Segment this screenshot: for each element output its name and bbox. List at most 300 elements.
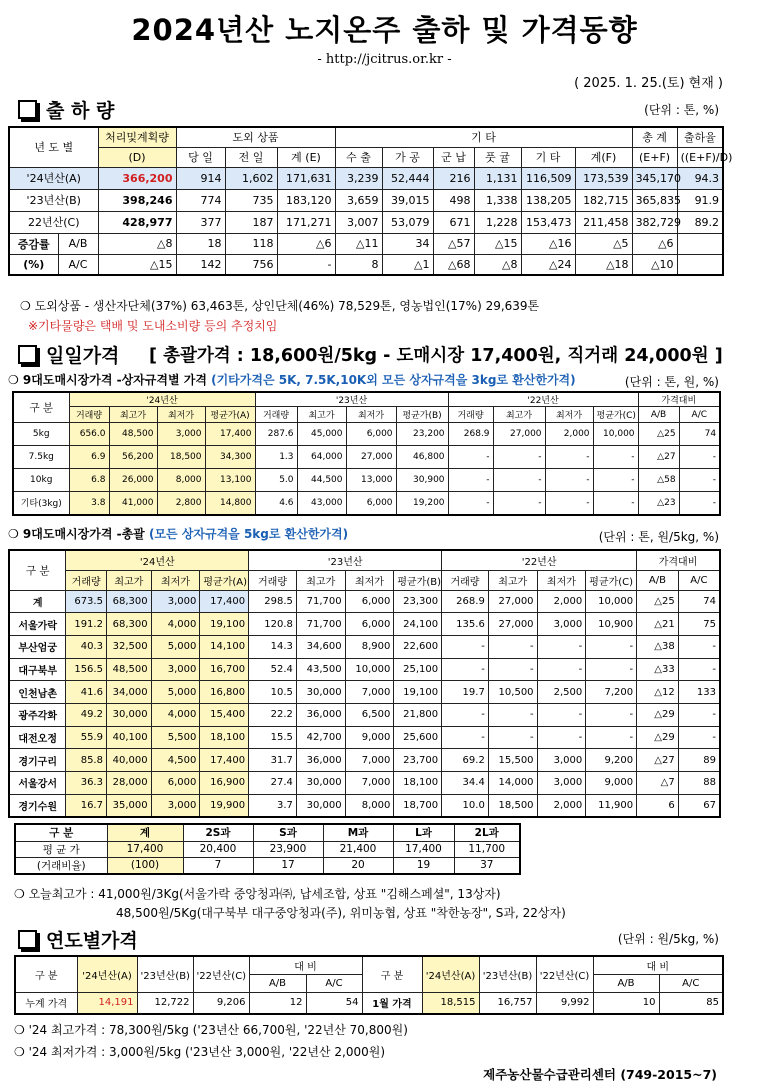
yearly-col-a-right: '24년산(A) — [422, 956, 479, 992]
col-rate: 출하율 — [677, 127, 723, 147]
shipment-change-sub: A/B — [58, 233, 98, 254]
market-row-cell: 40.3 — [66, 635, 107, 658]
market-row-cell: 3,000 — [151, 794, 200, 817]
price-subheader: 평균가(C) — [586, 570, 637, 590]
spec-row-cell: - — [679, 446, 720, 469]
market-row-cell: 49.2 — [66, 703, 107, 726]
spec-row-label: 기타(3kg) — [13, 492, 69, 515]
yearly-left-cell: 9,206 — [193, 992, 249, 1014]
yearly-col-gubun-left: 구 분 — [15, 956, 77, 992]
shipment-table — [8, 126, 733, 276]
daily-summary: [ 총괄가격 : 18,600원/5kg - 도매시장 17,400원, 직거래 24,000원 ] — [149, 346, 723, 366]
spec-row-cell: 64,000 — [297, 446, 346, 469]
market-row-cell: 7,000 — [345, 681, 394, 704]
market-row-cell: 30,000 — [296, 681, 345, 704]
spec-unit: (단위 : 톤, 원, %) — [624, 375, 719, 389]
shipment-cell: 39,015 — [382, 189, 433, 211]
market-row-cell: - — [537, 635, 586, 658]
market-row-cell: - — [488, 703, 537, 726]
market-row-cell: 135.6 — [442, 613, 489, 636]
price-subheader: 평균가(A) — [200, 570, 249, 590]
spec-row-cell: 14,800 — [205, 492, 255, 515]
market-col-cmp: 가격대비 — [637, 550, 720, 570]
market-row-cell: 14.3 — [249, 635, 297, 658]
spec-row-cell: 3,000 — [157, 423, 205, 446]
price-subheader: A/B — [638, 407, 679, 423]
size-col-header: L과 — [393, 824, 454, 841]
market-row — [9, 590, 720, 613]
market-row-cell: 9,000 — [345, 726, 394, 749]
shipment-note-other: ※기타물량은 택배 및 도내소비량 등의 추정치임 — [28, 319, 278, 333]
price-subheader: 거래량 — [448, 407, 493, 423]
shipment-row — [9, 189, 723, 211]
shipment-change-label: 증감률 — [9, 233, 58, 254]
col-total: 총 계 — [632, 127, 677, 147]
market-row — [9, 772, 720, 795]
shipment-change-cell — [677, 233, 723, 254]
shipment-cell: 671 — [433, 211, 474, 233]
shipment-cell: 53,079 — [382, 211, 433, 233]
spec-row-cell: 27,000 — [346, 446, 396, 469]
price-subheader: 거래량 — [69, 407, 109, 423]
spec-row — [13, 492, 720, 515]
spec-row-cell: △23 — [638, 492, 679, 515]
size-ratio-cell: (100) — [107, 857, 183, 874]
shipment-change-cell: △5 — [575, 233, 632, 254]
spec-row-label: 7.5kg — [13, 446, 69, 469]
shipment-change-sub: A/C — [58, 254, 98, 275]
market-row-cell: - — [586, 658, 637, 681]
shipment-cell: 153,473 — [521, 211, 575, 233]
market-row-cell: - — [586, 726, 637, 749]
shipment-change-cell: 8 — [335, 254, 382, 275]
spec-row-cell: - — [448, 446, 493, 469]
yearly-right-cell: 9,992 — [536, 992, 593, 1014]
shipment-cell: 498 — [433, 189, 474, 211]
col-sub: 당 일 — [176, 147, 225, 167]
market-row-cell: 3.7 — [249, 794, 297, 817]
market-row-cell: 3,000 — [151, 658, 200, 681]
shipment-cell: 94.3 — [677, 167, 723, 189]
total-title — [8, 525, 348, 542]
price-subheader: 최고가 — [297, 407, 346, 423]
shipment-change-cell: △15 — [474, 233, 521, 254]
spec-row-cell: 17,400 — [205, 423, 255, 446]
price-subheader: A/C — [678, 570, 720, 590]
market-row-cell: - — [442, 703, 489, 726]
shipment-cell: 428,977 — [98, 211, 176, 233]
price-subheader: 거래량 — [66, 570, 107, 590]
market-row — [9, 703, 720, 726]
market-row-cell: 30,000 — [106, 703, 151, 726]
yearly-left-cell: 54 — [306, 992, 362, 1014]
shipment-change-cell: △6 — [277, 233, 335, 254]
market-row-cell: 25,100 — [394, 658, 442, 681]
spec-row-cell: - — [679, 469, 720, 492]
spec-row — [13, 423, 720, 446]
shipment-cell: 187 — [225, 211, 277, 233]
shipment-body — [9, 167, 723, 275]
yearly-unit: (단위 : 원/5kg, %) — [617, 932, 719, 946]
yearly-col-ac: A/C — [306, 974, 362, 992]
checkbox-square-icon — [18, 930, 37, 949]
price-subheader: 평균가(C) — [593, 407, 638, 423]
yearly-title-text: 연도별가격 — [46, 930, 138, 952]
daily-section-title — [18, 341, 119, 368]
yearly-col-c-right: '22년산(C) — [536, 956, 593, 992]
shipment-cell: 3,007 — [335, 211, 382, 233]
market-row-label: 광주각화 — [9, 703, 66, 726]
shipment-cell: 382,729 — [632, 211, 677, 233]
market-row-cell: 24,100 — [394, 613, 442, 636]
spec-row-cell: 8,000 — [157, 469, 205, 492]
price-subheader: 최고가 — [493, 407, 545, 423]
market-row-cell: 4,000 — [151, 613, 200, 636]
spec-row-cell: 268.9 — [448, 423, 493, 446]
market-row-cell: 34,600 — [296, 635, 345, 658]
col-year: 년 도 별 — [9, 127, 98, 167]
yearly-data-row — [15, 992, 723, 1014]
spec-col-y24: '24년산 — [69, 392, 255, 407]
daily-note-high-5kg: 48,500원/5Kg(대구북부 대구중앙청과(주), 위미농협, 상표 "착한농장", S과, 22상자) — [116, 906, 566, 920]
col-sub: 풋 귤 — [474, 147, 521, 167]
market-row-cell: 71,700 — [296, 613, 345, 636]
shipment-cell: 171,271 — [277, 211, 335, 233]
market-row-cell: 27,000 — [488, 590, 537, 613]
page-title: 2024년산 노지온주 출하 및 가격동향 — [131, 13, 638, 47]
price-subheader: A/C — [679, 407, 720, 423]
market-row-cell: 67 — [678, 794, 720, 817]
market-row-cell: 15,500 — [488, 749, 537, 772]
spec-note: (기타가격은 5K, 7.5K,10K외 모든 상자규격을 3kg로 환산한가격) — [211, 373, 576, 387]
market-row-cell: - — [488, 658, 537, 681]
market-row-cell: 19,100 — [394, 681, 442, 704]
checkbox-square-icon — [18, 100, 37, 119]
price-subheader: 평균가(A) — [205, 407, 255, 423]
col-sub: 군 납 — [433, 147, 474, 167]
market-row-cell: - — [488, 635, 537, 658]
spec-row-cell: 13,100 — [205, 469, 255, 492]
spec-body — [13, 423, 720, 515]
yearly-note-high: ❍ '24 최고가격 : 78,300원/5kg ('23년산 66,700원, '22년산 70,800원) — [14, 1023, 408, 1037]
shipment-cell: 774 — [176, 189, 225, 211]
shipment-change-cell: - — [277, 254, 335, 275]
shipment-change-label: (%) — [9, 254, 58, 275]
shipment-change-cell: △68 — [433, 254, 474, 275]
shipment-change-cell: △57 — [433, 233, 474, 254]
market-row-cell: 8,000 — [345, 794, 394, 817]
shipment-cell: 211,458 — [575, 211, 632, 233]
col-sub: 가 공 — [382, 147, 433, 167]
spec-row-cell: 4.6 — [255, 492, 297, 515]
shipment-cell: 3,239 — [335, 167, 382, 189]
market-row-cell: 9,000 — [586, 772, 637, 795]
shipment-change-cell: △15 — [98, 254, 176, 275]
market-row-cell: 48,500 — [106, 658, 151, 681]
daily-note-high-3kg: ❍ 오늘최고가 : 41,000원/3Kg(서울가락 중앙청과㈜, 납세조합, 상표 "김해스페셜", 13상자) — [14, 887, 501, 901]
shipment-change-cell: △8 — [474, 254, 521, 275]
market-row-cell: 17,400 — [200, 590, 249, 613]
price-subheader: 최저가 — [545, 407, 593, 423]
spec-row-cell: - — [679, 492, 720, 515]
shipment-note-outside: ❍ 도외상품 - 생산자단체(37%) 63,463톤, 상인단체(46%) 78,529톤, 영농법인(17%) 29,639톤 — [20, 299, 540, 313]
shipment-cell: 183,120 — [277, 189, 335, 211]
market-row-cell: 18,100 — [394, 772, 442, 795]
site-url[interactable]: - http://jcitrus.or.kr - — [317, 52, 452, 67]
shipment-change-cell — [677, 254, 723, 275]
shipment-row — [9, 167, 723, 189]
spec-row-cell: 48,500 — [109, 423, 157, 446]
shipment-cell: 398,246 — [98, 189, 176, 211]
spec-row-cell: - — [493, 446, 545, 469]
spec-col-y22: '22년산 — [448, 392, 638, 407]
price-subheader: 평균가(B) — [396, 407, 448, 423]
market-row-cell: - — [488, 726, 537, 749]
shipment-cell: 735 — [225, 189, 277, 211]
market-row-cell: △29 — [637, 726, 679, 749]
shipment-cell: 1,338 — [474, 189, 521, 211]
yearly-note-low: ❍ '24 최저가격 : 3,000원/5kg ('23년산 3,000원, '22년산 2,000원) — [14, 1045, 386, 1059]
market-row-cell: 7,000 — [345, 772, 394, 795]
size-price-row — [15, 841, 520, 857]
market-row-cell: 3,000 — [537, 772, 586, 795]
market-row-cell: 40,100 — [106, 726, 151, 749]
spec-row-cell: - — [493, 469, 545, 492]
market-row-cell: 5,000 — [151, 635, 200, 658]
spec-row-cell: 3.8 — [69, 492, 109, 515]
market-row-cell: - — [537, 703, 586, 726]
yearly-left-cell: 14,191 — [77, 992, 137, 1014]
market-row-label: 대구북부 — [9, 658, 66, 681]
market-row-cell: △33 — [637, 658, 679, 681]
market-body — [9, 590, 720, 817]
market-row-cell: - — [537, 726, 586, 749]
size-ratio-cell: 7 — [183, 857, 253, 874]
market-row-cell: 2,000 — [537, 794, 586, 817]
market-row-cell: 32,500 — [106, 635, 151, 658]
spec-row-cell: 1.3 — [255, 446, 297, 469]
spec-row — [13, 469, 720, 492]
market-row-cell: 2,000 — [537, 590, 586, 613]
market-row-cell: 4,500 — [151, 749, 200, 772]
market-row-cell: 71,700 — [296, 590, 345, 613]
market-row-cell: 10,500 — [488, 681, 537, 704]
shipment-cell: 345,170 — [632, 167, 677, 189]
spec-row-cell: 74 — [679, 423, 720, 446]
shipment-cell: 1,602 — [225, 167, 277, 189]
market-col-y22: '22년산 — [442, 550, 637, 570]
market-row-cell: 298.5 — [249, 590, 297, 613]
yearly-right-cell: 16,757 — [479, 992, 536, 1014]
market-row-cell: 52.4 — [249, 658, 297, 681]
spec-row-cell: 19,200 — [396, 492, 448, 515]
yearly-col-a-left: '24년산(A) — [77, 956, 137, 992]
spec-row-cell: 2,800 — [157, 492, 205, 515]
market-row-cell: 18,500 — [488, 794, 537, 817]
market-row-cell: 55.9 — [66, 726, 107, 749]
spec-row-cell: 18,500 — [157, 446, 205, 469]
yearly-left-label: 누계 가격 — [15, 992, 77, 1014]
spec-col-gubun: 구 분 — [13, 392, 69, 423]
col-plan: 처리및계획량 — [98, 127, 176, 147]
price-subheader: 최저가 — [537, 570, 586, 590]
size-ratio-cell: 17 — [253, 857, 323, 874]
market-row-cell: - — [678, 703, 720, 726]
market-col-y24: '24년산 — [66, 550, 249, 570]
market-row-cell: △38 — [637, 635, 679, 658]
shipment-cell: 171,631 — [277, 167, 335, 189]
yearly-table — [14, 955, 724, 1015]
size-table — [14, 823, 521, 875]
market-row-cell: 17,400 — [200, 749, 249, 772]
shipment-row — [9, 211, 723, 233]
col-total-sub: (E+F) — [632, 147, 677, 167]
spec-row-cell: 10,000 — [593, 423, 638, 446]
market-row-cell: △21 — [637, 613, 679, 636]
spec-row-cell: 44,500 — [297, 469, 346, 492]
market-row-cell: 156.5 — [66, 658, 107, 681]
shipment-unit: (단위 : 톤, %) — [644, 103, 719, 117]
market-row-cell: 3,000 — [151, 590, 200, 613]
market-row-cell: 18,700 — [394, 794, 442, 817]
yearly-right-cell: 85 — [659, 992, 723, 1014]
shipment-change-cell: 34 — [382, 233, 433, 254]
shipment-change-row — [9, 233, 723, 254]
market-row-cell: 5,500 — [151, 726, 200, 749]
price-subheader: 최고가 — [109, 407, 157, 423]
price-subheader: 최저가 — [151, 570, 200, 590]
market-row-cell: - — [678, 658, 720, 681]
market-row-cell: 16,900 — [200, 772, 249, 795]
market-row-cell: 74 — [678, 590, 720, 613]
yearly-col-cmp-left: 대 비 — [249, 956, 362, 974]
shipment-cell: 182,715 — [575, 189, 632, 211]
size-col-header: S과 — [253, 824, 323, 841]
market-row-cell: 6,500 — [345, 703, 394, 726]
shipment-cell: 52,444 — [382, 167, 433, 189]
market-row-cell: 5,000 — [151, 681, 200, 704]
col-sub: 전 일 — [225, 147, 277, 167]
market-row-cell: 34.4 — [442, 772, 489, 795]
market-row-cell: - — [442, 658, 489, 681]
market-row-cell: 268.9 — [442, 590, 489, 613]
market-row-cell: △12 — [637, 681, 679, 704]
spec-row-cell: - — [448, 469, 493, 492]
market-row-cell: 28,000 — [106, 772, 151, 795]
market-row-cell: 14,000 — [488, 772, 537, 795]
report-date: ( 2025. 1. 25.(토) 현재 ) — [574, 76, 723, 91]
price-subheader: 최고가 — [488, 570, 537, 590]
spec-col-cmp: 가격대비 — [638, 392, 720, 407]
spec-row-cell: 46,800 — [396, 446, 448, 469]
market-row-cell: - — [678, 635, 720, 658]
market-row-cell: 85.8 — [66, 749, 107, 772]
market-row-cell: △27 — [637, 749, 679, 772]
size-price-cell: 17,400 — [107, 841, 183, 857]
daily-title-text: 일일가격 — [46, 345, 120, 367]
size-ratio-cell: 20 — [323, 857, 393, 874]
shipment-cell: 366,200 — [98, 167, 176, 189]
market-row-cell: 7,000 — [345, 749, 394, 772]
market-row — [9, 726, 720, 749]
spec-row-cell: 23,200 — [396, 423, 448, 446]
size-col-header: 2L과 — [454, 824, 520, 841]
yearly-right-label: 1월 가격 — [362, 992, 422, 1014]
yearly-col-b-left: '23년산(B) — [137, 956, 193, 992]
spec-row-cell: 56,200 — [109, 446, 157, 469]
shipment-change-cell: △8 — [98, 233, 176, 254]
size-price-cell: 23,900 — [253, 841, 323, 857]
spec-col-y23: '23년산 — [255, 392, 448, 407]
market-row — [9, 749, 720, 772]
shipment-cell: 173,539 — [575, 167, 632, 189]
market-row-cell: 25,600 — [394, 726, 442, 749]
shipment-row-label: '23년산(B) — [9, 189, 98, 211]
market-row-cell: 68,300 — [106, 590, 151, 613]
yearly-left-cell: 12 — [249, 992, 306, 1014]
yearly-section-title — [18, 926, 138, 953]
market-row-cell: 10,900 — [586, 613, 637, 636]
market-row-cell: △7 — [637, 772, 679, 795]
market-table — [8, 549, 721, 818]
market-row-cell: 14,100 — [200, 635, 249, 658]
spec-row-cell: 43,000 — [297, 492, 346, 515]
size-label-price: 평 균 가 — [15, 841, 107, 857]
size-price-cell: 21,400 — [323, 841, 393, 857]
shipment-change-row — [9, 254, 723, 275]
market-row-cell: 3,000 — [537, 613, 586, 636]
market-row-cell: 23,300 — [394, 590, 442, 613]
market-row — [9, 635, 720, 658]
spec-row-cell: - — [545, 469, 593, 492]
size-price-cell: 17,400 — [393, 841, 454, 857]
spec-row-cell: 34,300 — [205, 446, 255, 469]
yearly-col-b-right: '23년산(B) — [479, 956, 536, 992]
market-row-label: 부산엄궁 — [9, 635, 66, 658]
col-sub: 수 출 — [335, 147, 382, 167]
market-row-cell: 21,800 — [394, 703, 442, 726]
shipment-change-cell: △11 — [335, 233, 382, 254]
market-row-cell: 43,500 — [296, 658, 345, 681]
col-outside: 도외 상품 — [176, 127, 335, 147]
spec-row-cell: 6,000 — [346, 492, 396, 515]
size-label-ratio: (거래비율) — [15, 857, 107, 874]
market-row-label: 계 — [9, 590, 66, 613]
spec-row-cell: 2,000 — [545, 423, 593, 446]
shipment-change-cell: 756 — [225, 254, 277, 275]
market-row-cell: 69.2 — [442, 749, 489, 772]
market-row-cell: 19,100 — [200, 613, 249, 636]
yearly-right-cell: 18,515 — [422, 992, 479, 1014]
spec-row-cell: 27,000 — [493, 423, 545, 446]
yearly-col-c-left: '22년산(C) — [193, 956, 249, 992]
spec-row-cell: 287.6 — [255, 423, 297, 446]
market-row-cell: 16,800 — [200, 681, 249, 704]
spec-title-text: ❍ 9대도매시장가격 -상자규격별 가격 — [8, 373, 207, 387]
price-subheader: 최저가 — [345, 570, 394, 590]
total-note: (모든 상자규격을 5kg로 환산한가격) — [148, 527, 349, 541]
market-row-cell: 89 — [678, 749, 720, 772]
market-col-y23: '23년산 — [249, 550, 442, 570]
market-row-cell: 36.3 — [66, 772, 107, 795]
market-row-cell: 8,900 — [345, 635, 394, 658]
market-row-cell: 30,000 — [296, 794, 345, 817]
price-subheader: 거래량 — [255, 407, 297, 423]
spec-row-cell: 26,000 — [109, 469, 157, 492]
shipment-cell: 1,131 — [474, 167, 521, 189]
spec-row-cell: - — [545, 446, 593, 469]
shipment-cell: 116,509 — [521, 167, 575, 189]
